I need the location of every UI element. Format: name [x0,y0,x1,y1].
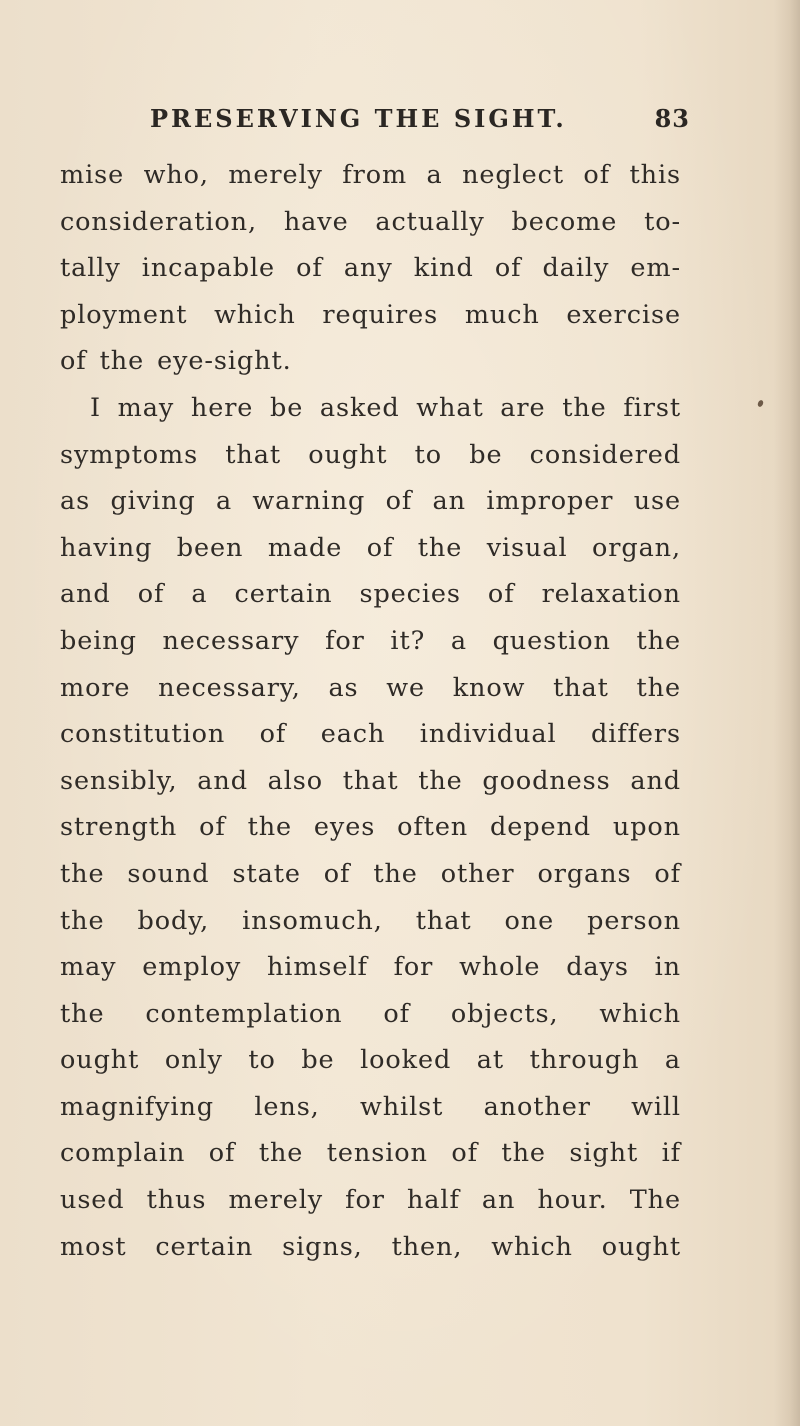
text-line: may employ himself for whole days in [60,952,681,983]
text-line: mise who, merely from a neglect of this [60,160,681,190]
page-number: 83 [654,104,690,133]
text-line: magnifying lens, whilst another will [60,1091,681,1122]
text-line: the body, insomuch, that one person [60,905,681,936]
text-line: ought only to be looked at through a [60,1045,681,1076]
text-line: having been made of the visual organ, [60,532,681,563]
page-edge-shadow [774,0,800,1426]
text-line: consideration, have actually become to- [60,206,681,237]
text-line: I may here be asked what are the first [90,392,681,423]
running-head [150,104,690,136]
text-line: more necessary, as we know that the [60,672,681,703]
text-line: ployment which requires much exercise [60,299,681,330]
text-line: being necessary for it? a question the [60,625,681,656]
text-line: most certain signs, then, which ought [60,1231,681,1262]
text-line: used thus merely for half an hour. The [60,1185,681,1216]
body-text [60,152,681,1270]
text-line: of the eye-sight. [60,346,292,377]
text-line: constitution of each individual differs [60,719,681,750]
text-line: strength of the eyes often depend upon [60,812,681,843]
text-line: sensibly, and also that the goodness and [60,765,681,796]
text-line: as giving a warning of an improper use [60,486,681,517]
text-line: the sound state of the other organs of [60,858,681,889]
text-line: and of a certain species of relaxation [60,579,681,610]
text-line: the contemplation of objects, which [60,998,681,1029]
text-line: complain of the tension of the sight if [60,1138,681,1169]
ink-speck [757,399,764,407]
running-title: PRESERVING THE SIGHT. [150,104,567,133]
text-line: tally incapable of any kind of daily em- [60,253,681,284]
text-line: symptoms that ought to be considered [60,439,681,470]
